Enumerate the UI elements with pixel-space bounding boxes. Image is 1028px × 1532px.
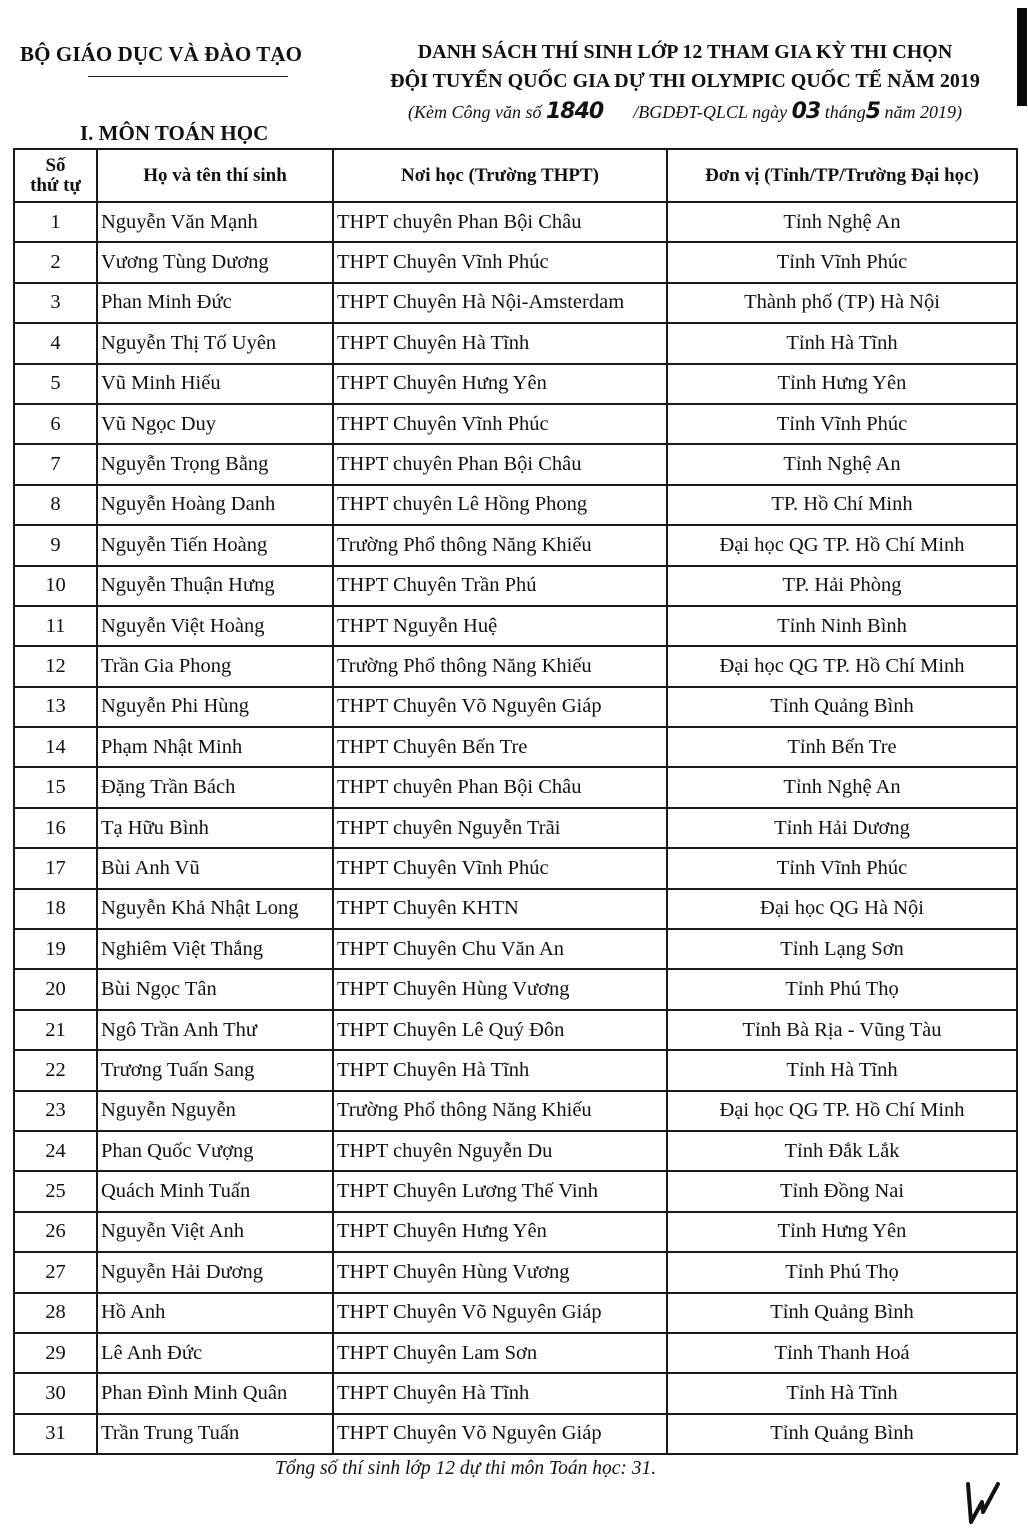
cell-number: 11 — [14, 606, 97, 646]
cell-name: Đặng Trần Bách — [97, 767, 333, 807]
cell-name: Nguyễn Thị Tố Uyên — [97, 323, 333, 363]
cell-school: THPT Chuyên Võ Nguyên Giáp — [333, 1293, 667, 1333]
cell-number: 12 — [14, 646, 97, 686]
table-row — [14, 202, 1017, 242]
section-title: I. MÔN TOÁN HỌC — [80, 121, 269, 145]
cell-name: Trần Trung Tuấn — [97, 1414, 333, 1454]
table-row — [14, 242, 1017, 282]
table-row — [14, 848, 1017, 888]
cell-name: Phan Minh Đức — [97, 283, 333, 323]
cell-school: THPT Chuyên Hưng Yên — [333, 1212, 667, 1252]
table-row — [14, 1212, 1017, 1252]
cell-name: Nguyễn Hải Dương — [97, 1252, 333, 1292]
cell-school: THPT Chuyên Hùng Vương — [333, 1252, 667, 1292]
table-row — [14, 1131, 1017, 1171]
handwritten-month: 5 — [865, 99, 881, 124]
table-row — [14, 606, 1017, 646]
cell-unit: Tỉnh Hà Tĩnh — [667, 323, 1017, 363]
cell-name: Phan Quốc Vượng — [97, 1131, 333, 1171]
cell-school: THPT Chuyên Vĩnh Phúc — [333, 242, 667, 282]
cell-school: THPT chuyên Phan Bội Châu — [333, 444, 667, 484]
cell-unit: Đại học QG TP. Hồ Chí Minh — [667, 646, 1017, 686]
cell-number: 25 — [14, 1171, 97, 1211]
cell-name: Vũ Minh Hiếu — [97, 364, 333, 404]
table-row — [14, 1293, 1017, 1333]
cell-school: THPT Chuyên Hà Tĩnh — [333, 323, 667, 363]
table-row — [14, 727, 1017, 767]
cell-name: Nguyễn Việt Hoàng — [97, 606, 333, 646]
table-row — [14, 969, 1017, 1009]
cell-number: 17 — [14, 848, 97, 888]
table-row — [14, 646, 1017, 686]
cell-unit: Tỉnh Bến Tre — [667, 727, 1017, 767]
table-row — [14, 1050, 1017, 1090]
cell-unit: Tỉnh Bà Rịa - Vũng Tàu — [667, 1010, 1017, 1050]
table-row — [14, 444, 1017, 484]
table-row — [14, 808, 1017, 848]
document-title — [345, 38, 1025, 96]
cell-number: 30 — [14, 1373, 97, 1413]
column-header-unit: Đơn vị (Tỉnh/TP/Trường Đại học) — [667, 149, 1017, 202]
cell-name: Phan Đình Minh Quân — [97, 1373, 333, 1413]
cell-unit: Tỉnh Phú Thọ — [667, 969, 1017, 1009]
organization-underline — [88, 76, 288, 77]
cell-unit: Tỉnh Nghệ An — [667, 767, 1017, 807]
cell-school: THPT Chuyên Vĩnh Phúc — [333, 848, 667, 888]
cell-name: Nguyễn Tiến Hoàng — [97, 525, 333, 565]
cell-unit: Tỉnh Lạng Sơn — [667, 929, 1017, 969]
cell-name: Lê Anh Đức — [97, 1333, 333, 1373]
cell-unit: TP. Hải Phòng — [667, 566, 1017, 606]
cell-number: 21 — [14, 1010, 97, 1050]
title-line-2: ĐỘI TUYỂN QUỐC GIA DỰ THI OLYMPIC QUỐC TẾ NĂM 2019 — [390, 70, 980, 92]
cell-school: THPT Chuyên Chu Văn An — [333, 929, 667, 969]
cell-school: Trường Phổ thông Năng Khiếu — [333, 646, 667, 686]
cell-school: Trường Phổ thông Năng Khiếu — [333, 525, 667, 565]
cell-name: Nguyễn Thuận Hưng — [97, 566, 333, 606]
cell-name: Bùi Anh Vũ — [97, 848, 333, 888]
table-body — [14, 202, 1017, 1454]
cell-name: Ngô Trần Anh Thư — [97, 1010, 333, 1050]
cell-unit: Đại học QG Hà Nội — [667, 889, 1017, 929]
candidate-table — [13, 148, 1018, 1455]
cell-unit: Tỉnh Hà Tĩnh — [667, 1050, 1017, 1090]
cell-unit: Tỉnh Quảng Bình — [667, 1293, 1017, 1333]
cell-number: 29 — [14, 1333, 97, 1373]
table-row — [14, 1010, 1017, 1050]
cell-number: 27 — [14, 1252, 97, 1292]
cell-number: 19 — [14, 929, 97, 969]
cell-number: 22 — [14, 1050, 97, 1090]
cell-unit: Thành phố (TP) Hà Nội — [667, 283, 1017, 323]
table-row — [14, 929, 1017, 969]
cell-unit: Tỉnh Vĩnh Phúc — [667, 404, 1017, 444]
cell-school: THPT Chuyên Võ Nguyên Giáp — [333, 1414, 667, 1454]
cell-unit: Tỉnh Hải Dương — [667, 808, 1017, 848]
cell-name: Nguyễn Việt Anh — [97, 1212, 333, 1252]
table-row — [14, 1252, 1017, 1292]
cell-unit: Tỉnh Ninh Bình — [667, 606, 1017, 646]
cell-number: 28 — [14, 1293, 97, 1333]
cell-number: 16 — [14, 808, 97, 848]
table-row — [14, 404, 1017, 444]
cell-name: Phạm Nhật Minh — [97, 727, 333, 767]
cell-number: 24 — [14, 1131, 97, 1171]
document-reference — [345, 99, 1025, 124]
cell-school: THPT Chuyên Lương Thế Vinh — [333, 1171, 667, 1211]
cell-number: 13 — [14, 687, 97, 727]
cell-school: THPT Chuyên Bến Tre — [333, 727, 667, 767]
cell-name: Nguyễn Văn Mạnh — [97, 202, 333, 242]
cell-number: 18 — [14, 889, 97, 929]
reference-prefix: (Kèm Công văn số — [407, 102, 542, 122]
reference-code: /BGDĐT-QLCL ngày — [633, 102, 788, 122]
cell-school: THPT chuyên Nguyễn Du — [333, 1131, 667, 1171]
cell-number: 10 — [14, 566, 97, 606]
total-note: Tổng số thí sinh lớp 12 dự thi môn Toán học: 31. — [275, 1458, 657, 1479]
cell-name: Nguyễn Hoàng Danh — [97, 485, 333, 525]
cell-number: 2 — [14, 242, 97, 282]
cell-number: 4 — [14, 323, 97, 363]
cell-school: THPT Chuyên Trần Phú — [333, 566, 667, 606]
table-row — [14, 1171, 1017, 1211]
cell-unit: Tỉnh Đồng Nai — [667, 1171, 1017, 1211]
cell-name: Trương Tuấn Sang — [97, 1050, 333, 1090]
table-row — [14, 767, 1017, 807]
cell-school: THPT Chuyên Hà Tĩnh — [333, 1373, 667, 1413]
cell-school: THPT Chuyên KHTN — [333, 889, 667, 929]
cell-school: THPT Chuyên Vĩnh Phúc — [333, 404, 667, 444]
cell-name: Nghiêm Việt Thắng — [97, 929, 333, 969]
cell-number: 26 — [14, 1212, 97, 1252]
cell-name: Vũ Ngọc Duy — [97, 404, 333, 444]
cell-unit: Đại học QG TP. Hồ Chí Minh — [667, 525, 1017, 565]
cell-school: THPT Chuyên Hà Tĩnh — [333, 1050, 667, 1090]
cell-number: 8 — [14, 485, 97, 525]
cell-number: 23 — [14, 1091, 97, 1131]
table-row — [14, 1333, 1017, 1373]
cell-school: THPT Chuyên Hưng Yên — [333, 364, 667, 404]
table-row — [14, 1373, 1017, 1413]
title-line-1: DANH SÁCH THÍ SINH LỚP 12 THAM GIA KỲ THI CHỌN — [417, 41, 953, 63]
cell-school: THPT Chuyên Hùng Vương — [333, 969, 667, 1009]
table-row — [14, 283, 1017, 323]
cell-unit: Đại học QG TP. Hồ Chí Minh — [667, 1091, 1017, 1131]
cell-name: Quách Minh Tuấn — [97, 1171, 333, 1211]
column-header-number: Số thứ tự — [14, 149, 97, 202]
handwritten-day: 03 — [791, 99, 821, 124]
table-row — [14, 485, 1017, 525]
cell-number: 31 — [14, 1414, 97, 1454]
cell-number: 1 — [14, 202, 97, 242]
cell-school: THPT chuyên Lê Hồng Phong — [333, 485, 667, 525]
cell-number: 3 — [14, 283, 97, 323]
table-row — [14, 687, 1017, 727]
cell-unit: Tỉnh Vĩnh Phúc — [667, 848, 1017, 888]
cell-school: THPT Chuyên Lê Quý Đôn — [333, 1010, 667, 1050]
cell-unit: Tỉnh Phú Thọ — [667, 1252, 1017, 1292]
cell-name: Vương Tùng Dương — [97, 242, 333, 282]
cell-school: THPT Chuyên Lam Sơn — [333, 1333, 667, 1373]
reference-year: năm 2019) — [884, 102, 963, 122]
cell-unit: Tỉnh Quảng Bình — [667, 687, 1017, 727]
cell-name: Nguyễn Trọng Bằng — [97, 444, 333, 484]
cell-number: 20 — [14, 969, 97, 1009]
cell-name: Nguyễn Phi Hùng — [97, 687, 333, 727]
table-row — [14, 525, 1017, 565]
organization-name: BỘ GIÁO DỤC VÀ ĐÀO TẠO — [20, 42, 303, 66]
cell-unit: Tỉnh Nghệ An — [667, 202, 1017, 242]
cell-unit: Tỉnh Đắk Lắk — [667, 1131, 1017, 1171]
cell-name: Bùi Ngọc Tân — [97, 969, 333, 1009]
cell-name: Nguyễn Nguyễn — [97, 1091, 333, 1131]
table-row — [14, 889, 1017, 929]
cell-school: THPT Nguyễn Huệ — [333, 606, 667, 646]
cell-unit: Tỉnh Thanh Hoá — [667, 1333, 1017, 1373]
cell-school: THPT chuyên Nguyễn Trãi — [333, 808, 667, 848]
cell-number: 5 — [14, 364, 97, 404]
column-header-name: Họ và tên thí sinh — [97, 149, 333, 202]
scan-edge-mark — [1017, 8, 1027, 106]
handwritten-doc-number: 1840 — [545, 99, 604, 124]
cell-number: 6 — [14, 404, 97, 444]
cell-school: THPT Chuyên Võ Nguyên Giáp — [333, 687, 667, 727]
cell-unit: Tỉnh Hưng Yên — [667, 364, 1017, 404]
cell-number: 7 — [14, 444, 97, 484]
cell-number: 9 — [14, 525, 97, 565]
cell-unit: Tỉnh Nghệ An — [667, 444, 1017, 484]
cell-school: THPT chuyên Phan Bội Châu — [333, 767, 667, 807]
table-row — [14, 566, 1017, 606]
cell-school: THPT chuyên Phan Bội Châu — [333, 202, 667, 242]
cell-name: Trần Gia Phong — [97, 646, 333, 686]
cell-number: 14 — [14, 727, 97, 767]
cell-school: Trường Phổ thông Năng Khiếu — [333, 1091, 667, 1131]
cell-name: Tạ Hữu Bình — [97, 808, 333, 848]
table-row — [14, 1091, 1017, 1131]
cell-unit: Tỉnh Vĩnh Phúc — [667, 242, 1017, 282]
table-row — [14, 1414, 1017, 1454]
cell-school: THPT Chuyên Hà Nội-Amsterdam — [333, 283, 667, 323]
month-label: tháng — [824, 102, 866, 122]
cell-unit: TP. Hồ Chí Minh — [667, 485, 1017, 525]
table-row — [14, 364, 1017, 404]
cell-unit: Tỉnh Hưng Yên — [667, 1212, 1017, 1252]
handwritten-check-icon — [962, 1478, 1002, 1528]
cell-name: Hồ Anh — [97, 1293, 333, 1333]
column-header-school: Nơi học (Trường THPT) — [333, 149, 667, 202]
cell-unit: Tỉnh Hà Tĩnh — [667, 1373, 1017, 1413]
table-header-row — [14, 149, 1017, 202]
cell-number: 15 — [14, 767, 97, 807]
cell-unit: Tỉnh Quảng Bình — [667, 1414, 1017, 1454]
cell-name: Nguyễn Khả Nhật Long — [97, 889, 333, 929]
table-row — [14, 323, 1017, 363]
